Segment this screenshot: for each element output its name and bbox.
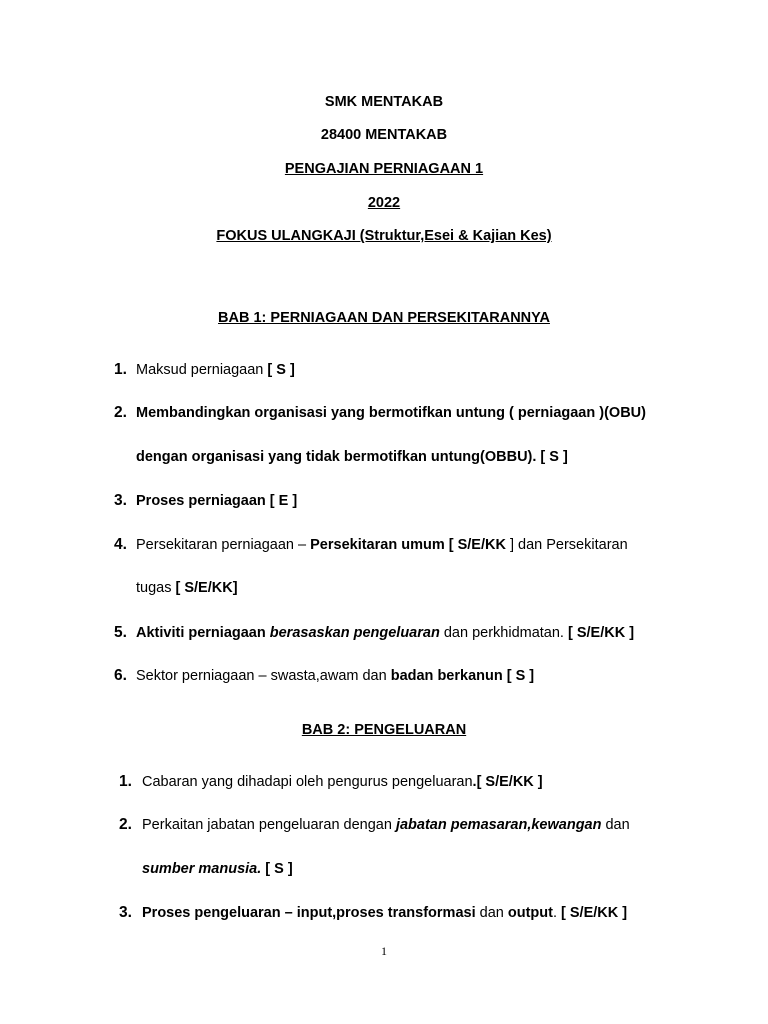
bab1-item-1-text: Maksud perniagaan xyxy=(136,362,268,378)
bab1-item-1-code: [ S ] xyxy=(267,362,295,378)
bab1-item-2-text: Membandingkan organisasi yang bermotifkan untung ( perniagaan )(OBU) xyxy=(136,405,646,421)
bab1-item-6-num: 6. xyxy=(114,667,127,684)
bab1-item-4-text-cont: ] dan Persekitaran xyxy=(509,537,628,553)
bab2-item-3 xyxy=(142,905,627,921)
bab2-item-2-italic-end: sumber manusia. xyxy=(142,861,262,877)
bab1-item-1 xyxy=(136,362,295,378)
focus-title: FOKUS ULANGKAJI (Struktur,Esei & Kajian Kes) xyxy=(216,228,552,244)
bab1-item-4-line1 xyxy=(136,537,628,553)
bab1-item-2-line2 xyxy=(136,449,568,465)
bab1-item-2-line1 xyxy=(136,405,646,421)
bab1-item-4-code: [ S/E/KK] xyxy=(175,580,238,596)
bab2-item-1-num: 1. xyxy=(119,773,132,790)
bab1-item-3-text: Proses perniagaan xyxy=(136,493,270,509)
bab1-item-4-text-end: tugas xyxy=(136,580,176,596)
bab1-item-6 xyxy=(136,668,534,684)
bab1-item-4-text: Persekitaran perniagaan – xyxy=(136,537,311,553)
bab1-item-5-text: Aktiviti perniagaan xyxy=(136,625,270,641)
bab2-item-1 xyxy=(142,774,543,790)
school-address: 28400 MENTAKAB xyxy=(320,127,448,143)
bab2-item-1-code: .[ S/E/KK ] xyxy=(472,774,543,790)
year-wrap xyxy=(0,195,768,211)
bab1-item-5-text-cont: dan perkhidmatan. xyxy=(439,625,568,641)
bab1-item-1-num: 1. xyxy=(114,361,127,378)
bab1-item-2-num: 2. xyxy=(114,404,127,421)
bab1-item-6-text: Sektor perniagaan – swasta,awam dan xyxy=(136,668,391,684)
focus-wrap xyxy=(0,228,768,244)
bab2-item-3-bold: output xyxy=(507,905,553,921)
school-name: SMK MENTAKAB xyxy=(324,94,444,110)
bab2-item-3-text-cont: dan xyxy=(475,905,508,921)
bab1-item-5-code: [ S/E/KK ] xyxy=(568,625,635,641)
subject-wrap xyxy=(0,161,768,177)
bab2-item-2-code: [ S ] xyxy=(261,861,293,877)
bab2-item-3-code: [ S/E/KK ] xyxy=(561,905,628,921)
bab2-item-2-line1 xyxy=(142,817,630,833)
bab2-item-3-punct: . xyxy=(552,905,562,921)
bab2-item-1-text: Cabaran yang dihadapi oleh pengurus pengeluaran xyxy=(142,774,473,790)
bab1-item-3 xyxy=(136,493,297,509)
bab1-title: BAB 1: PERNIAGAAN DAN PERSEKITARANNYA xyxy=(218,310,550,326)
bab1-wrap xyxy=(0,310,768,326)
bab2-title: BAB 2: PENGELUARAN xyxy=(301,722,467,738)
bab2-item-2-text: Perkaitan jabatan pengeluaran dengan xyxy=(142,817,396,833)
bab2-item-3-num: 3. xyxy=(119,904,132,921)
bab1-item-5 xyxy=(136,625,634,641)
bab1-item-2-code: [ S ] xyxy=(540,449,568,465)
bab1-item-4-line2 xyxy=(136,580,238,596)
bab2-item-2-num: 2. xyxy=(119,816,132,833)
page-number: 1 xyxy=(381,944,387,958)
bab1-item-5-italic: berasaskan pengeluaran xyxy=(269,625,440,641)
bab1-item-4-bold: Persekitaran umum [ S/E/KK xyxy=(310,537,510,553)
bab1-item-3-code: [ E ] xyxy=(269,493,298,509)
bab2-item-2-line2 xyxy=(142,861,293,877)
subject-title: PENGAJIAN PERNIAGAAN 1 xyxy=(284,161,484,177)
bab1-item-6-bold: badan berkanun [ S ] xyxy=(390,668,535,684)
bab2-item-2-italic: jabatan pemasaran,kewangan xyxy=(395,817,602,833)
year: 2022 xyxy=(367,195,401,211)
bab1-item-3-num: 3. xyxy=(114,492,127,509)
bab2-item-3-text: Proses pengeluaran – input,proses transformasi xyxy=(142,905,476,921)
bab1-item-4-num: 4. xyxy=(114,536,127,553)
bab2-item-2-text-cont: dan xyxy=(601,817,630,833)
bab1-item-2-text-cont: dengan organisasi yang tidak bermotifkan untung(OBBU). xyxy=(136,449,541,465)
bab1-item-5-num: 5. xyxy=(114,624,127,641)
bab2-wrap xyxy=(0,722,768,738)
